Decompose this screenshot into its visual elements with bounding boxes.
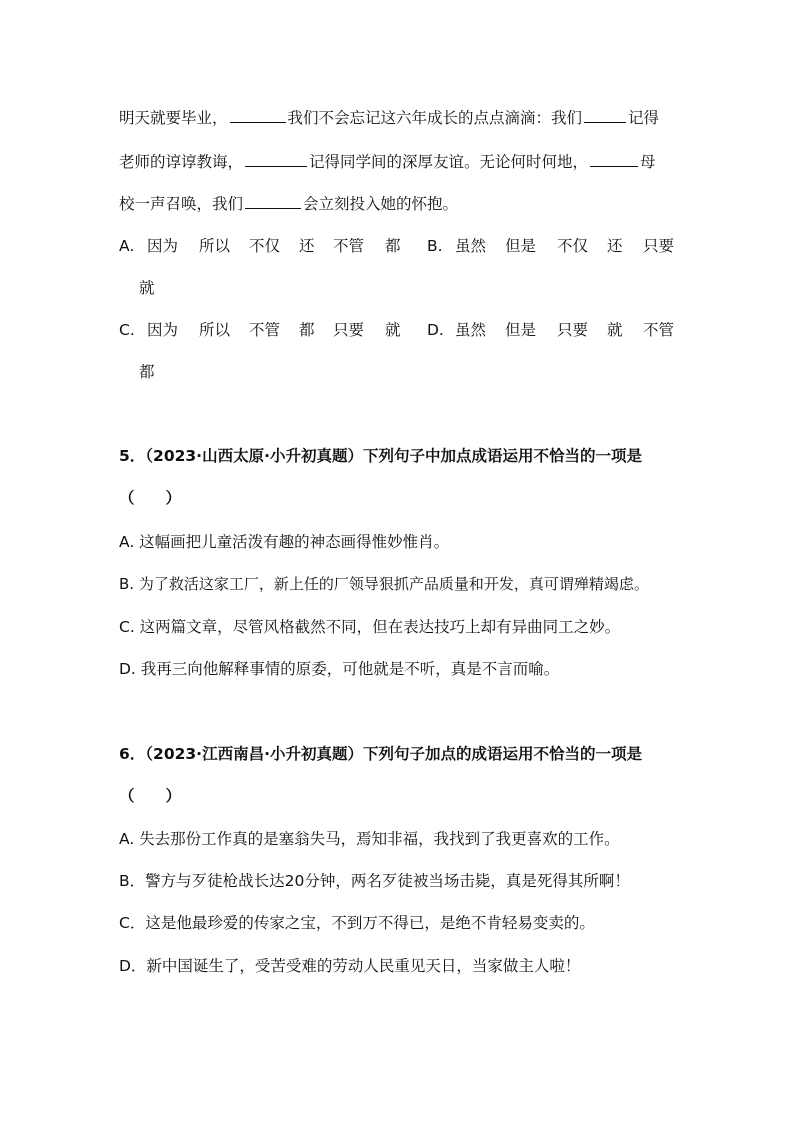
- option-word: 但是: [505, 237, 537, 255]
- q5-option-d: D. 我再三向他解释事情的原委，可他就是不听，真是不言而喻。: [119, 660, 560, 678]
- sentence-text: 明天就要毕业，: [119, 109, 228, 127]
- sentence-text: 母: [640, 153, 656, 171]
- option-word: 不管: [249, 321, 281, 339]
- q4-sentence-line-1: [119, 108, 679, 128]
- answer-blank: [245, 194, 301, 209]
- option-word: 只要: [643, 237, 675, 255]
- q5-answer-paren: （ ）: [119, 489, 182, 507]
- option-word: 还: [299, 237, 315, 255]
- option-word: 只要: [557, 321, 589, 339]
- sentence-text: 老师的谆谆教诲，: [119, 153, 244, 171]
- answer-blank: [230, 108, 286, 123]
- answer-blank: [245, 152, 307, 167]
- answer-blank: [590, 152, 638, 167]
- option-word: 都: [385, 237, 401, 255]
- q5-option-b: B. 为了救活这家工厂，新上任的厂领导狠抓产品质量和开发，真可谓殚精竭虑。: [119, 575, 649, 593]
- option-word: 所以: [199, 237, 231, 255]
- sentence-text: 校一声召唤，我们: [119, 195, 244, 213]
- option-word: 不仅: [249, 237, 281, 255]
- option-word: 就: [607, 321, 623, 339]
- option-word: 都: [139, 363, 155, 381]
- q6-answer-paren: （ ）: [119, 787, 182, 805]
- q5-option-c: C. 这两篇文章，尽管风格截然不同，但在表达技巧上却有异曲同工之妙。: [119, 618, 621, 636]
- option-b-label: B.: [427, 237, 443, 255]
- option-word: 不管: [333, 237, 365, 255]
- option-word: 不仅: [557, 237, 589, 255]
- option-word: 虽然: [455, 237, 487, 255]
- q5-option-a: A. 这幅画把儿童活泼有趣的神态画得惟妙惟肖。: [119, 533, 450, 551]
- q6-option-c: C．这是他最珍爱的传家之宝，不到万不得已，是绝不肯轻易变卖的。: [119, 914, 595, 932]
- option-c-label: C.: [119, 321, 135, 339]
- option-word: 就: [385, 321, 401, 339]
- q6-option-a: A. 失去那份工作真的是塞翁失马，焉知非福，我找到了我更喜欢的工作。: [119, 830, 620, 848]
- answer-blank: [584, 108, 626, 123]
- option-word: 都: [299, 321, 315, 339]
- option-word: 虽然: [455, 321, 487, 339]
- q5-title: 5．（2023·山西太原·小升初真题）下列句子中加点成语运用不恰当的一项是: [119, 447, 642, 465]
- q6-option-d: D．新中国诞生了，受苦受难的劳动人民重见天日，当家做主人啦！: [119, 957, 581, 975]
- option-word: 只要: [333, 321, 365, 339]
- q4-sentence-line-2: [119, 152, 679, 172]
- option-word: 但是: [505, 321, 537, 339]
- sentence-text: 我们不会忘记这六年成长的点点滴滴：我们: [287, 109, 583, 127]
- option-word: 不管: [643, 321, 675, 339]
- option-a-label: A.: [119, 237, 135, 255]
- option-d-label: D.: [427, 321, 444, 339]
- option-word: 就: [139, 279, 155, 297]
- option-word: 所以: [199, 321, 231, 339]
- q6-option-b: B．警方与歹徒枪战长达20分钟，两名歹徒被当场击毙，真是死得其所啊！: [119, 872, 630, 890]
- q6-title: 6．（2023·江西南昌·小升初真题）下列句子加点的成语运用不恰当的一项是: [119, 745, 642, 763]
- option-word: 还: [607, 237, 623, 255]
- option-word: 因为: [147, 237, 179, 255]
- option-word: 因为: [147, 321, 179, 339]
- sentence-text: 会立刻投入她的怀抱。: [303, 195, 459, 213]
- sentence-text: 记得同学间的深厚友谊。无论何时何地，: [309, 153, 589, 171]
- sentence-text: 记得: [628, 109, 660, 127]
- q4-sentence-line-3: [119, 194, 679, 214]
